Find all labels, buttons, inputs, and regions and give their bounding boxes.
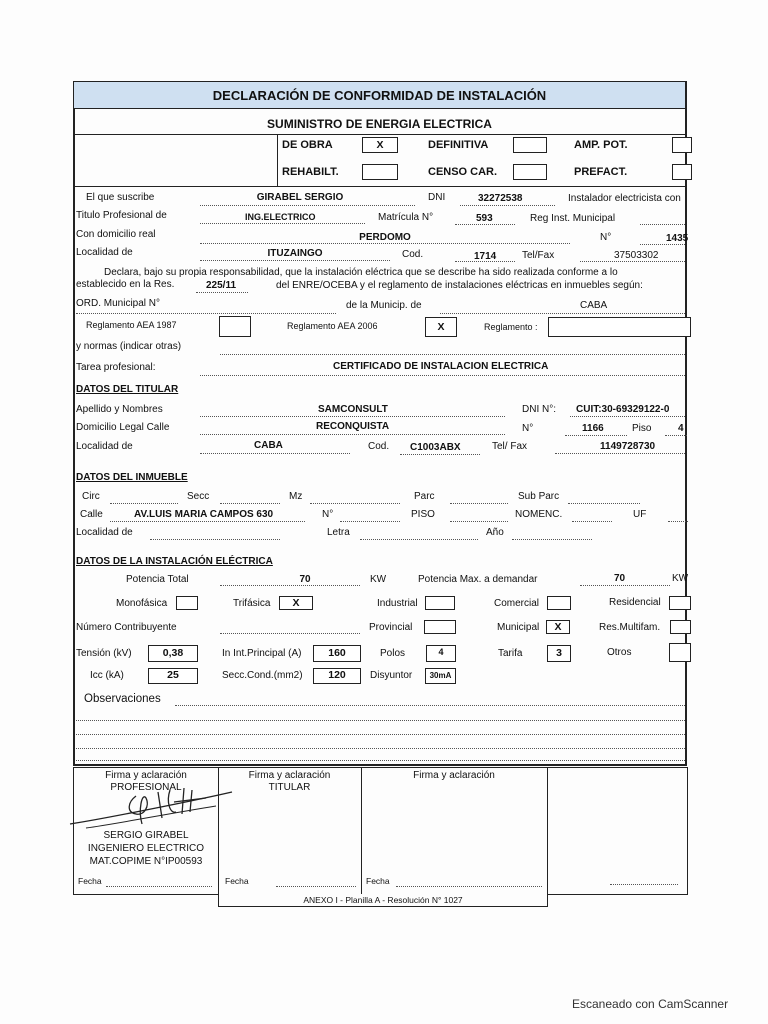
field-cod: 1714 <box>474 251 497 262</box>
label-secc: Secc.Cond.(mm2) <box>222 670 303 681</box>
field-municip: CABA <box>580 300 608 311</box>
label-reg1987: Reglamento AEA 1987 <box>86 320 177 330</box>
dotted-line <box>310 503 400 504</box>
checkbox-resmultifam[interactable] <box>670 620 691 634</box>
label-anio: Año <box>486 527 504 538</box>
divider <box>73 767 687 768</box>
label-trifasica: Trifásica <box>233 598 271 609</box>
dotted-line <box>200 453 350 454</box>
field-titulo: ING.ELECTRICO <box>245 212 316 222</box>
label-profesional: PROFESIONAL <box>110 782 182 793</box>
dotted-line <box>610 884 678 885</box>
dotted-line <box>220 633 360 634</box>
divider <box>218 906 548 907</box>
label-provincial: Provincial <box>369 622 413 633</box>
label-tarea: Tarea profesional: <box>76 362 156 373</box>
checkbox-amp-pot[interactable] <box>672 137 692 153</box>
dotted-line <box>76 720 685 721</box>
dotted-line <box>572 521 612 522</box>
label-otros: Otros <box>607 647 632 658</box>
label-titulo: Titulo Profesional de <box>76 210 167 221</box>
label-tension: Tensión (kV) <box>76 648 132 659</box>
signer-title: INGENIERO ELECTRICO <box>87 843 205 854</box>
dotted-line <box>76 734 685 735</box>
label-titular-cod: Cod. <box>368 441 390 452</box>
label-domicilio-legal: Domicilio Legal Calle <box>76 422 170 433</box>
divider <box>74 186 685 187</box>
section-titular: DATOS DEL TITULAR <box>76 384 179 395</box>
label-kw2: KW <box>672 573 689 584</box>
dotted-line <box>570 416 685 417</box>
checkbox-de-obra-mark: X <box>376 139 384 151</box>
section-inmueble: DATOS DEL INMUEBLE <box>76 472 188 483</box>
field-piso: 4 <box>678 423 684 434</box>
label-el-que-suscribe: El que suscribe <box>86 192 155 203</box>
field-res: 225/11 <box>206 280 237 291</box>
dotted-line <box>150 539 280 540</box>
dotted-line <box>455 261 515 262</box>
field-installer-name: GIRABEL SERGIO <box>256 192 344 203</box>
dotted-line <box>200 416 505 417</box>
declaration-text-2b: del ENRE/OCEBA y el reglamento de instalaciones eléctricas en inmuebles según: <box>276 280 643 291</box>
dotted-line <box>668 521 688 522</box>
label-titular: TITULAR <box>268 782 311 793</box>
label-residencial: Residencial <box>609 597 661 608</box>
divider <box>547 767 548 907</box>
field-tarifa: 3 <box>556 647 562 659</box>
field-secc: 120 <box>328 669 346 681</box>
checkbox-monofasica[interactable] <box>176 596 198 610</box>
dotted-line <box>175 705 685 706</box>
label-numero: N° <box>600 232 612 243</box>
scanner-watermark: Escaneado con CamScanner <box>572 997 729 1011</box>
field-dni: 32272538 <box>478 193 523 204</box>
label-parc: Parc <box>414 491 435 502</box>
dotted-line <box>76 748 685 749</box>
label-dni: DNI <box>428 192 446 203</box>
divider <box>361 767 362 894</box>
field-tel: 37503302 <box>614 250 659 261</box>
field-titular-n: 1166 <box>582 423 604 434</box>
label-tarifa: Tarifa <box>498 648 523 659</box>
checkbox-rehabilt[interactable] <box>362 164 398 180</box>
dotted-line <box>200 375 685 376</box>
checkbox-censo-car[interactable] <box>513 164 547 180</box>
dotted-line <box>340 521 400 522</box>
label-resmultifam: Res.Multifam. <box>599 622 661 633</box>
label-circ: Circ <box>82 491 100 502</box>
dotted-line <box>200 243 570 244</box>
dotted-line <box>440 313 685 314</box>
reglamento-input[interactable] <box>548 317 691 337</box>
divider <box>687 767 688 894</box>
label-observaciones: Observaciones <box>84 693 161 705</box>
label-censo-car: CENSO CAR. <box>428 166 498 178</box>
field-disyuntor: 30mA <box>429 671 452 680</box>
dotted-line <box>455 224 515 225</box>
label-titular-tel: Tel/ Fax <box>492 441 528 452</box>
label-disyuntor: Disyuntor <box>370 670 413 681</box>
label-reg2006: Reglamento AEA 2006 <box>287 321 378 331</box>
dotted-line <box>276 886 356 887</box>
dotted-line <box>580 585 670 586</box>
form-title: DECLARACIÓN DE CONFORMIDAD DE INSTALACIÓN <box>212 88 547 103</box>
field-titular-localidad: CABA <box>254 440 283 451</box>
dotted-line <box>200 434 505 435</box>
dotted-line <box>200 260 390 261</box>
label-prefact: PREFACT. <box>574 166 628 178</box>
label-kw1: KW <box>370 574 387 585</box>
dotted-line <box>220 585 360 586</box>
label-cod: Cod. <box>402 249 424 260</box>
declaration-text-1: Declara, bajo su propia responsabilidad, que la instalación eléctrica que se describe ha sido realizada conforme a lo <box>104 267 618 278</box>
label-contribuyente: Número Contribuyente <box>76 622 177 633</box>
field-tarea: CERTIFICADO DE INSTALACION ELECTRICA <box>333 361 549 372</box>
dotted-line <box>106 886 212 887</box>
checkbox-trifasica-mark: X <box>292 597 300 609</box>
checkbox-definitiva[interactable] <box>513 137 547 153</box>
section-instalacion: DATOS DE LA INSTALACIÓN ELÉCTRICA <box>76 556 273 567</box>
label-municipal: Municipal <box>497 622 540 633</box>
label-reglamento: Reglamento : <box>484 322 538 332</box>
label-firma-3: Firma y aclaración <box>413 770 495 781</box>
checkbox-municipal-mark: X <box>554 621 562 633</box>
field-potmax: 70 <box>614 573 626 584</box>
label-normas: y normas (indicar otras) <box>76 341 182 352</box>
label-industrial: Industrial <box>377 598 418 609</box>
dotted-line <box>555 453 685 454</box>
divider <box>73 894 219 895</box>
label-secc: Secc <box>187 491 210 502</box>
field-domicilio: PERDOMO <box>359 232 411 243</box>
label-firma-profesional: Firma y aclaración <box>105 770 187 781</box>
signer-mat: MAT.COPIME N°IP00593 <box>89 856 203 867</box>
label-piso: Piso <box>632 423 652 434</box>
label-firma-titular: Firma y aclaración <box>248 770 331 781</box>
label-municip: de la Municip. de <box>346 300 422 311</box>
field-matricula: 593 <box>476 213 493 224</box>
field-localidad: ITUZAINGO <box>267 248 323 259</box>
field-tension: 0,38 <box>162 647 184 659</box>
dotted-line <box>200 205 415 206</box>
label-fecha-1: Fecha <box>78 876 102 886</box>
field-potencia: 70 <box>299 574 311 585</box>
signature-image <box>66 784 236 834</box>
label-domicilio: Con domicilio real <box>76 229 156 240</box>
label-inmueble-n: N° <box>322 509 334 520</box>
dotted-line <box>400 454 480 455</box>
dotted-line <box>450 503 508 504</box>
label-definitiva: DEFINITIVA <box>428 139 489 151</box>
signer-name: SERGIO GIRABEL <box>103 830 189 841</box>
label-mz: Mz <box>289 491 303 502</box>
field-in: 160 <box>328 647 346 659</box>
dotted-line <box>512 539 592 540</box>
label-potmax: Potencia Max. a demandar <box>418 574 538 585</box>
field-polos: 4 <box>438 647 444 657</box>
field-numero: 1435 <box>666 233 689 244</box>
label-reg: Reg Inst. Municipal <box>530 213 616 224</box>
label-tel: Tel/Fax <box>522 250 555 261</box>
checkbox-otros[interactable] <box>669 643 691 662</box>
label-inmueble-piso: PISO <box>411 509 435 520</box>
dotted-line <box>640 224 685 225</box>
dotted-line <box>76 313 336 314</box>
label-matricula: Matrícula N° <box>378 212 434 223</box>
divider <box>277 134 278 186</box>
dotted-line <box>360 539 478 540</box>
field-titular-cod: C1003ABX <box>410 442 461 453</box>
dotted-line <box>565 435 627 436</box>
label-fecha-3: Fecha <box>366 876 390 886</box>
dotted-line <box>110 521 305 522</box>
dotted-line <box>76 760 685 761</box>
label-role: Instalador electricista con <box>568 193 681 204</box>
checkbox-reg2006-mark: X <box>437 321 445 333</box>
field-titular-tel: 1149728730 <box>600 441 656 452</box>
dotted-line <box>580 261 685 262</box>
checkbox-residencial[interactable] <box>669 596 691 610</box>
field-apellido: SAMCONSULT <box>318 404 388 415</box>
label-apellido: Apellido y Nombres <box>76 404 163 415</box>
label-fecha-2: Fecha <box>225 876 249 886</box>
divider <box>74 134 685 135</box>
label-ord: ORD. Municipal N° <box>76 298 161 309</box>
label-titular-n: N° <box>522 423 534 434</box>
label-potencia: Potencia Total <box>126 574 189 585</box>
label-inmueble-calle: Calle <box>80 509 103 520</box>
label-localidad: Localidad de <box>76 247 133 258</box>
label-titular-localidad: Localidad de <box>76 441 133 452</box>
label-comercial: Comercial <box>494 598 540 609</box>
dotted-line <box>196 292 248 293</box>
anexo-label: ANEXO I - Planilla A - Resolución N° 1027 <box>303 895 463 905</box>
label-polos: Polos <box>380 648 406 659</box>
label-amp-pot: AMP. POT. <box>574 139 628 151</box>
label-icc: Icc (kA) <box>90 670 124 681</box>
divider <box>547 894 688 895</box>
field-inmueble-calle: AV.LUIS MARIA CAMPOS 630 <box>134 509 274 520</box>
checkbox-prefact[interactable] <box>672 164 692 180</box>
label-titular-dni: DNI N°: <box>522 404 556 415</box>
dotted-line <box>640 244 685 245</box>
label-subparc: Sub Parc <box>518 491 560 502</box>
dotted-line <box>460 205 555 206</box>
label-monofasica: Monofásica <box>116 598 168 609</box>
label-nomenc: NOMENC. <box>515 509 563 520</box>
field-calle: RECONQUISTA <box>316 421 390 432</box>
dotted-line <box>665 435 687 436</box>
label-in: In Int.Principal (A) <box>222 648 302 659</box>
label-uf: UF <box>633 509 647 520</box>
checkbox-reg1987[interactable] <box>219 316 251 337</box>
checkbox-provincial[interactable] <box>424 620 456 634</box>
dotted-line <box>568 503 640 504</box>
dotted-line <box>110 503 178 504</box>
label-letra: Letra <box>327 527 350 538</box>
label-de-obra: DE OBRA <box>282 139 333 151</box>
label-rehabilt: REHABILT. <box>282 166 339 178</box>
checkbox-industrial[interactable] <box>425 596 455 610</box>
dotted-line <box>220 503 280 504</box>
dotted-line <box>396 886 542 887</box>
dotted-line <box>220 354 685 355</box>
checkbox-comercial[interactable] <box>547 596 571 610</box>
label-inmueble-localidad: Localidad de <box>76 527 133 538</box>
declaration-text-2a: establecido en la Res. <box>76 279 175 290</box>
form-subtitle: SUMINISTRO DE ENERGIA ELECTRICA <box>267 117 492 131</box>
field-cuit: CUIT:30-69329122-0 <box>576 404 670 415</box>
dotted-line <box>450 521 508 522</box>
field-icc: 25 <box>167 669 179 681</box>
dotted-line <box>200 223 365 224</box>
